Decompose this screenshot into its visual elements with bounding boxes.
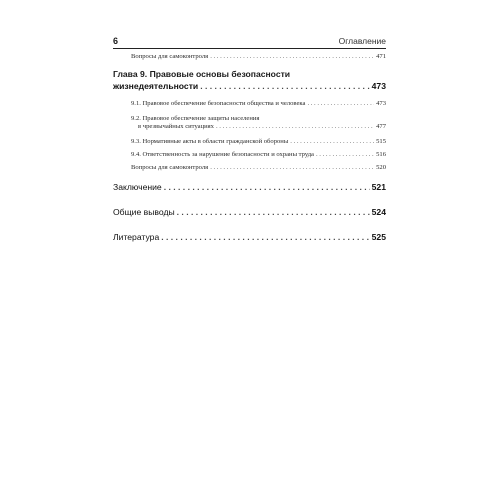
running-head: Оглавление xyxy=(338,36,386,46)
toc-conclusion[interactable] xyxy=(113,182,386,192)
toc-leader-dots xyxy=(177,207,370,217)
toc-entry-page: 477 xyxy=(376,123,386,130)
toc-entry-title: Вопросы для самоконтроля xyxy=(131,53,209,60)
toc-entry-title: Литература xyxy=(113,232,160,242)
toc-entry-title-line2: в чрезвычайных ситуациях xyxy=(138,123,214,130)
page-header xyxy=(113,32,386,49)
toc-entry-title: Заключение xyxy=(113,182,162,192)
toc-entry-9-3[interactable] xyxy=(131,138,386,146)
toc-leader-dots xyxy=(210,164,374,172)
page-number: 6 xyxy=(113,36,119,46)
toc-entry-page: 520 xyxy=(376,164,386,171)
toc-entry-page: 516 xyxy=(376,151,386,158)
toc-entry-page: 471 xyxy=(376,53,386,60)
toc-entry-title: 9.4. Ответственность за нарушение безопасности и охраны труда xyxy=(131,151,314,158)
toc-entry-title: Вопросы для самоконтроля xyxy=(131,164,209,171)
toc-chapter-9-title-line1[interactable]: Глава 9. Правовые основы безопасности xyxy=(113,69,291,79)
toc-entry-page: 521 xyxy=(371,182,386,192)
toc-leader-dots xyxy=(200,81,369,91)
toc-entry-page: 473 xyxy=(376,100,386,107)
toc-entry-9-2-line1[interactable]: 9.2. Правовое обеспечение защиты населения xyxy=(131,115,260,122)
toc-leader-dots xyxy=(316,151,374,159)
toc-leader-dots xyxy=(164,182,370,192)
toc-entry-page: 515 xyxy=(376,138,386,145)
toc-entry-page: 524 xyxy=(371,207,386,217)
toc-leader-dots xyxy=(290,138,374,146)
toc-chapter-title-line2: жизнедеятельности xyxy=(113,81,199,91)
toc-leader-dots xyxy=(307,100,374,108)
toc-leader-dots xyxy=(161,232,369,242)
toc-entry-page: 525 xyxy=(371,232,386,242)
toc-entry-self-check-8[interactable] xyxy=(131,53,386,61)
toc-chapter-page: 473 xyxy=(371,81,386,91)
toc-leader-dots xyxy=(216,123,374,131)
toc-entry-9-1[interactable] xyxy=(131,100,386,108)
toc-entry-9-2[interactable] xyxy=(138,123,386,131)
toc-general-conclusions[interactable] xyxy=(113,207,386,217)
toc-literature[interactable] xyxy=(113,232,386,242)
toc-entry-title: Общие выводы xyxy=(113,207,175,217)
toc-chapter-9[interactable] xyxy=(113,81,386,91)
toc-entry-title: 9.1. Правовое обеспечение безопасности общества и человека xyxy=(131,100,306,107)
toc-leader-dots xyxy=(210,53,374,61)
toc-entry-title: 9.3. Нормативные акты в области гражданской обороны xyxy=(131,138,289,145)
toc-entry-9-4[interactable] xyxy=(131,151,386,159)
toc-entry-self-check-9[interactable] xyxy=(131,164,386,172)
